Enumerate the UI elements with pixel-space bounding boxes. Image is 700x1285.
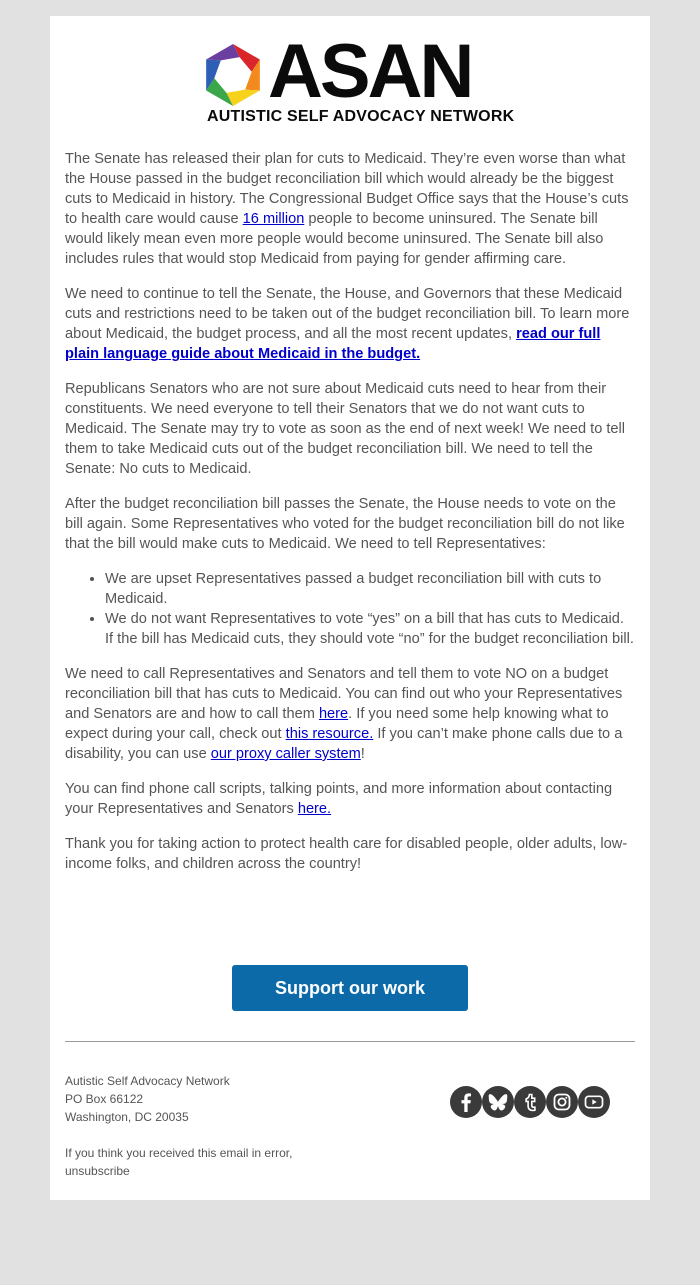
- paragraph-call-scripts: You can find phone call scripts, talking points, and more information about contacting your Representatives and Senators here.: [65, 781, 613, 817]
- footer-org-name: Autistic Self Advocacy Network: [65, 1074, 230, 1088]
- facebook-icon[interactable]: [450, 1086, 482, 1118]
- link-proxy-caller[interactable]: our proxy caller system: [210, 746, 361, 762]
- paragraph-thank-you: Thank you for taking action to protect health care for disabled people, older adults, low-income folks, and children across the country!: [65, 836, 628, 872]
- logo-wordmark: ASAN: [268, 29, 472, 114]
- bullet-list: [65, 569, 635, 649]
- paragraph-continue-to-tell: We need to continue to tell the Senate, the House, and Governors that these Medicaid cuts and restrictions need to be taken out of the budget reconciliation bill. To learn more about Medicaid, the budget process, and all the most recent updates, read our full plain language guide about Medicaid in the budget.: [65, 286, 630, 362]
- footer-address: [65, 1072, 230, 1126]
- paragraph-senate-plan: The Senate has released their plan for cuts to Medicaid. They’re even worse than what the House passed in the budget reconciliation bill which would already be the biggest cuts to Medicaid in history. The Congressional Budget Office says that the House’s cuts to health care would cause 16 million people to become uninsured. The Senate bill would likely mean even more people would become uninsured. The Senate bill also includes rules that would stop Medicaid from paying for gender affirming care.: [65, 151, 629, 267]
- logo-tagline: AUTISTIC SELF ADVOCACY NETWORK: [207, 108, 515, 125]
- footer-po-box: PO Box 66122: [65, 1092, 144, 1106]
- youtube-icon[interactable]: [578, 1086, 610, 1118]
- instagram-icon[interactable]: [546, 1086, 578, 1118]
- unsubscribe-link[interactable]: unsubscribe: [65, 1164, 130, 1178]
- support-our-work-button[interactable]: Support our work: [232, 965, 468, 1011]
- bluesky-icon[interactable]: [482, 1086, 514, 1118]
- footer-error-note: [65, 1144, 292, 1180]
- link-call-scripts[interactable]: here.: [297, 801, 332, 817]
- asan-logo[interactable]: [50, 29, 650, 132]
- link-find-representatives[interactable]: here: [318, 706, 349, 722]
- rainbow-ring-icon: [200, 42, 266, 108]
- paragraph-republican-senators: Republicans Senators who are not sure about Medicaid cuts need to hear from their constituents. We need everyone to tell their Senators that we do not want cuts to Medicaid. The Senate may try to vote as soon as the end of next week! We need to tell them to take Medicaid cuts out of the budget reconciliation bill. We need to tell the Senate: No cuts to Medicaid.: [65, 381, 626, 477]
- email-card: [50, 16, 650, 1200]
- email-body: [65, 149, 635, 889]
- footer-city: Washington, DC 20035: [65, 1110, 189, 1124]
- footer-divider: [65, 1041, 635, 1042]
- paragraph-house-vote: After the budget reconciliation bill passes the Senate, the House needs to vote on the bill again. Some Representatives who voted for the budget reconciliation bill do not like that the bill would make cuts to Medicaid. We need to tell Representatives:: [65, 496, 625, 552]
- link-16-million[interactable]: 16 million: [242, 211, 305, 227]
- link-plain-language-guide[interactable]: read our full plain language guide about Medicaid in the budget.: [65, 326, 601, 362]
- paragraph-call-representatives: We need to call Representatives and Senators and tell them to vote NO on a budget reconciliation bill that has cuts to Medicaid. You can find out who your Representatives and Senators are and how to call them here. If you need some help knowing what to expect during your call, check out this resource. If you can’t make phone calls due to a disability, you can use our proxy caller system!: [65, 666, 623, 762]
- error-note-text: If you think you received this email in error,: [65, 1146, 293, 1160]
- list-item: • We do not want Representatives to vote “yes” on a bill that has cuts to Medicaid. If the bill has Medicaid cuts, they should vote “no” for the budget reconciliation bill.: [105, 609, 635, 649]
- link-call-resource[interactable]: this resource.: [285, 726, 374, 742]
- list-item: • We are upset Representatives passed a budget reconciliation bill with cuts to Medicaid.: [105, 569, 635, 609]
- tumblr-icon[interactable]: [514, 1086, 546, 1118]
